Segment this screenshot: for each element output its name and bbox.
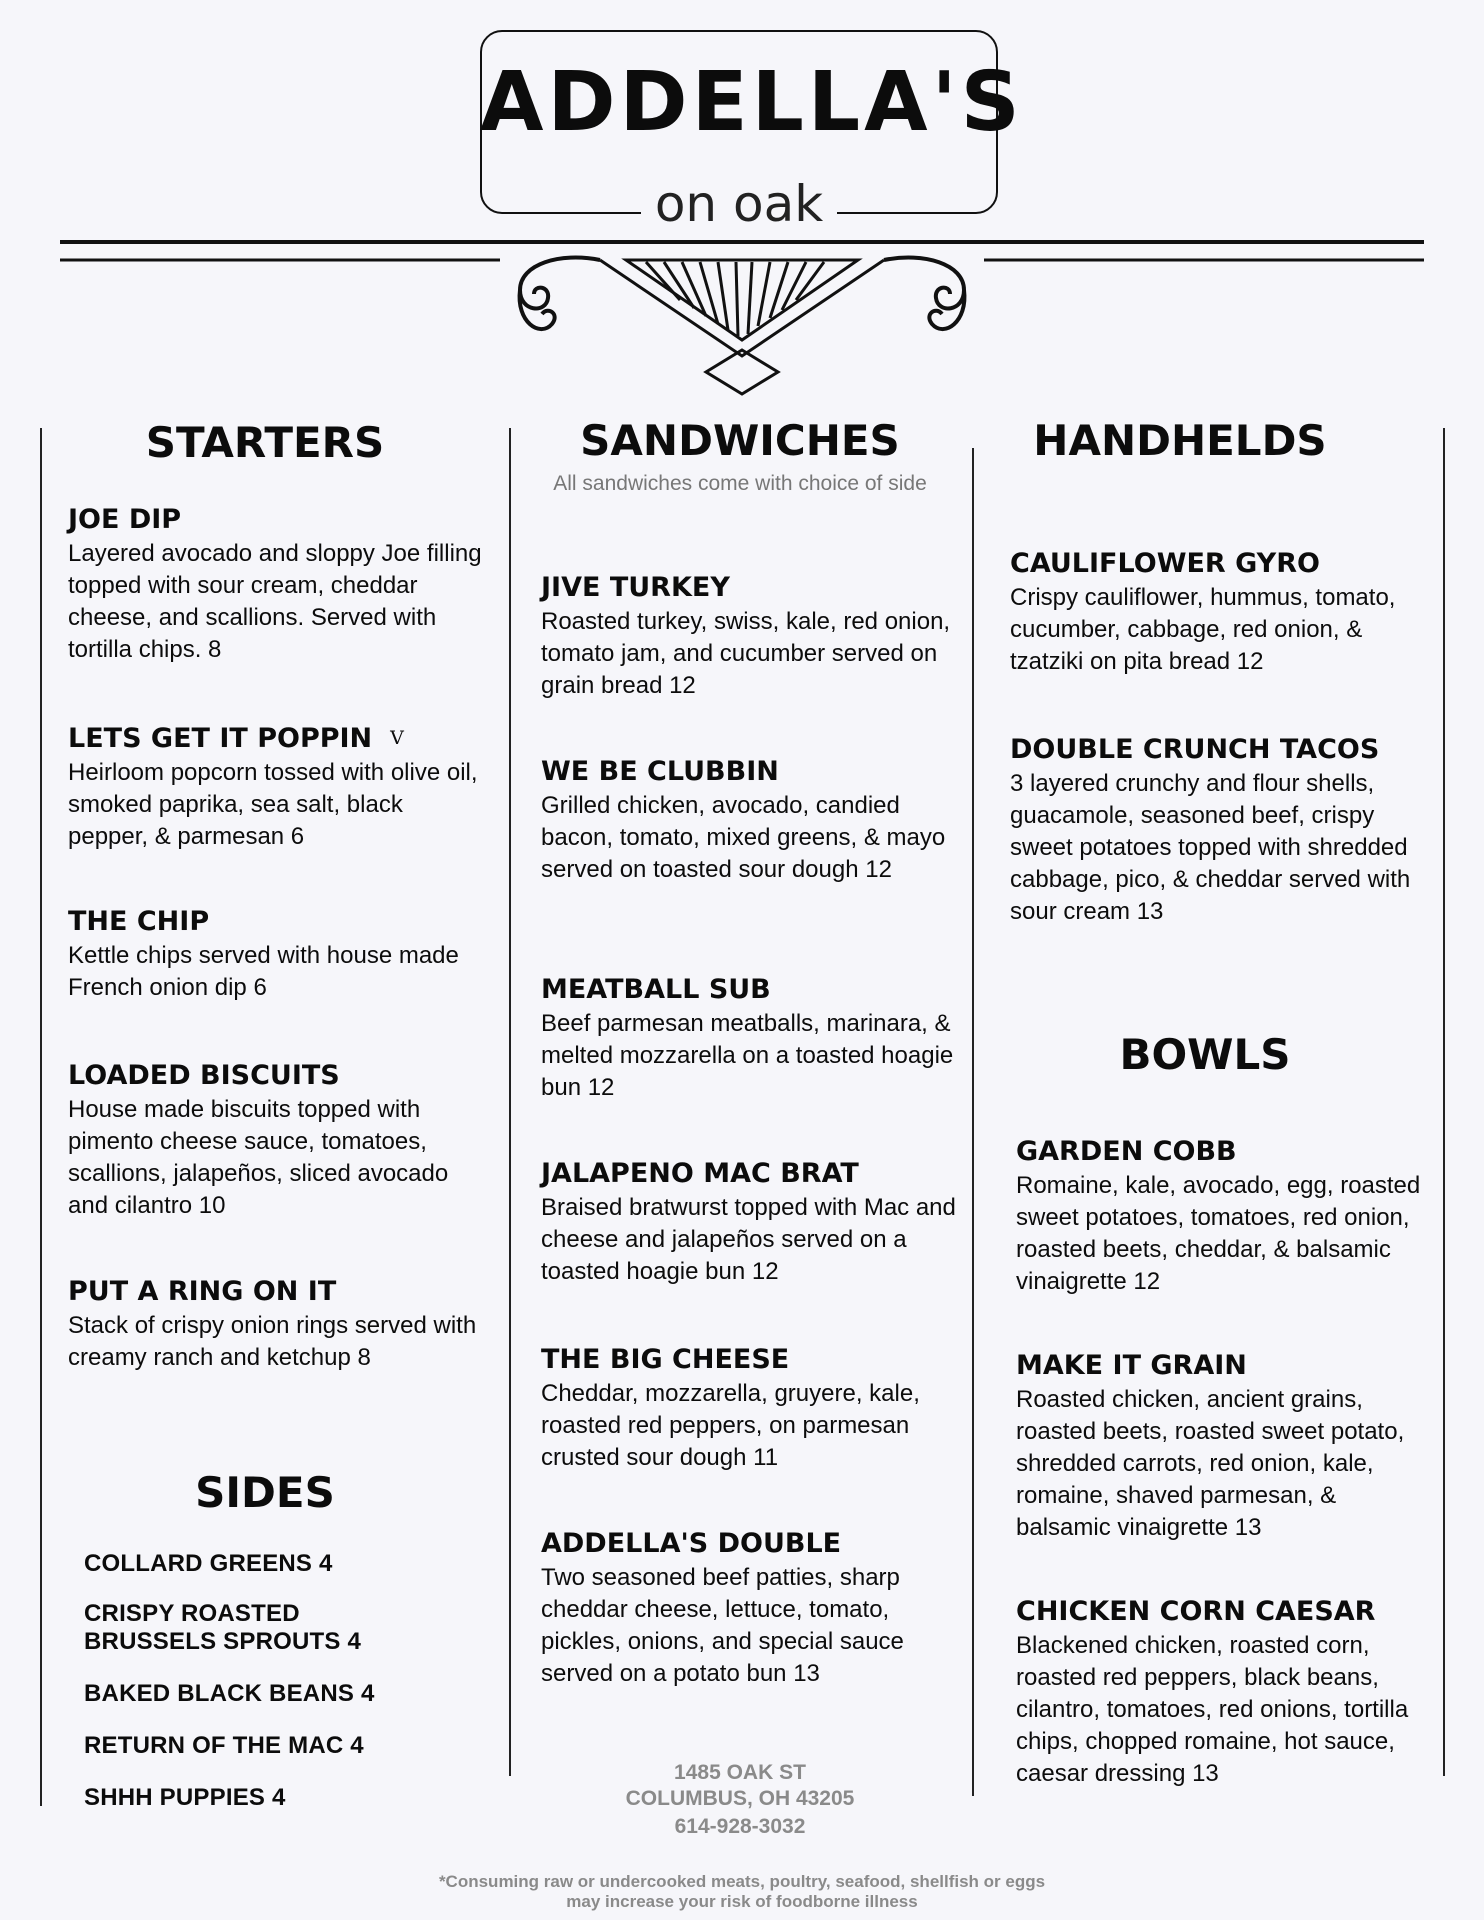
item-description: Roasted chicken, ancient grains, roasted beets, roasted sweet potato, shredded carrots, red onion, kale, romaine, shaved parmesan, & balsamic vinaigrette 13 (1016, 1386, 1405, 1541)
item-name: MEATBALL SUB (541, 974, 771, 1005)
disclaimer-line-1: *Consuming raw or undercooked meats, poultry, seafood, shellfish or eggs (438, 1872, 1046, 1891)
menu-item (1016, 1136, 1436, 1298)
phone-number: 614-928-3032 (674, 1815, 806, 1838)
column-divider-2 (972, 448, 974, 1796)
item-description: Kettle chips served with house made French onion dip 6 (68, 942, 459, 1001)
item-name: LOADED BISCUITS (68, 1060, 340, 1091)
menu-item (68, 504, 488, 666)
item-name: CHICKEN CORN CAESAR (1016, 1596, 1376, 1627)
menu-item (541, 1528, 961, 1690)
side-item: CRISPY ROASTED BRUSSELS SPROUTS 4 (84, 1600, 361, 1655)
item-name: CAULIFLOWER GYRO (1010, 548, 1320, 579)
menu-item (541, 974, 961, 1104)
column-border-left (40, 428, 42, 1806)
item-description: Heirloom popcorn tossed with olive oil, smoked paprika, sea salt, black pepper, & parmesan 6 (68, 759, 478, 850)
side-item: SHHH PUPPIES 4 (84, 1784, 286, 1811)
menu-item (68, 1060, 488, 1222)
starters-heading: STARTERS (145, 418, 385, 467)
menu-item (1010, 734, 1440, 928)
item-name: ADDELLA'S DOUBLE (541, 1528, 842, 1559)
item-name: THE BIG CHEESE (541, 1344, 790, 1375)
side-item: COLLARD GREENS 4 (84, 1550, 333, 1577)
address-line-2: COLUMBUS, OH 43205 (625, 1787, 855, 1810)
item-name: THE CHIP (68, 906, 210, 937)
item-description: Beef parmesan meatballs, marinara, & melted mozzarella on a toasted hoagie bun 12 (541, 1010, 954, 1101)
item-description: Two seasoned beef patties, sharp cheddar cheese, lettuce, tomato, pickles, onions, and special sauce served on a potato bun 13 (541, 1564, 904, 1687)
sides-heading: SIDES (195, 1468, 335, 1517)
item-description: Romaine, kale, avocado, egg, roasted sweet potatoes, tomatoes, red onion, roasted beets, cheddar, & balsamic vinaigrette 12 (1016, 1172, 1421, 1295)
side-item: RETURN OF THE MAC 4 (84, 1732, 364, 1759)
item-name: LETS GET IT POPPIN (68, 723, 373, 754)
item-name: PUT A RING ON IT (68, 1276, 337, 1307)
sandwiches-heading: SANDWICHES (580, 416, 900, 465)
menu-item (68, 1276, 488, 1374)
vegetarian-mark: V (390, 727, 404, 749)
item-description: Blackened chicken, roasted corn, roasted red peppers, black beans, cilantro, tomatoes, red onions, tortilla chips, chopped romaine, hot sauce, caesar dressing 13 (1016, 1632, 1409, 1787)
item-name: JIVE TURKEY (541, 572, 730, 603)
item-description: Crispy cauliflower, hummus, tomato, cucumber, cabbage, red onion, & tzatziki on pita bread 12 (1010, 584, 1396, 675)
item-description: Grilled chicken, avocado, candied bacon, tomato, mixed greens, & mayo served on toasted sour dough 12 (541, 792, 946, 883)
disclaimer-line-2: may increase your risk of foodborne illness (566, 1892, 918, 1911)
side-item: BAKED BLACK BEANS 4 (84, 1680, 375, 1707)
logo-subtitle: on oak (641, 176, 837, 236)
address-line-1: 1485 OAK ST (674, 1761, 806, 1784)
column-border-right (1443, 428, 1445, 1776)
menu-item (1016, 1350, 1436, 1544)
logo-title: ADDELLA'S (480, 55, 1024, 150)
logo-subtitle-wrap (480, 176, 998, 236)
sandwiches-note: All sandwiches come with choice of side (553, 472, 927, 495)
item-name: DOUBLE CRUNCH TACOS (1010, 734, 1380, 765)
item-name: GARDEN COBB (1016, 1136, 1237, 1167)
item-description: Cheddar, mozzarella, gruyere, kale, roasted red peppers, on parmesan crusted sour dough 11 (541, 1380, 920, 1471)
item-description: Roasted turkey, swiss, kale, red onion, tomato jam, and cucumber served on grain bread 12 (541, 608, 951, 699)
item-description: Stack of crispy onion rings served with creamy ranch and ketchup 8 (68, 1312, 477, 1371)
menu-item (541, 756, 961, 886)
menu-item (541, 572, 961, 702)
item-name: JALAPENO MAC BRAT (541, 1158, 859, 1189)
ornament-divider (0, 230, 1484, 400)
menu-item (541, 1158, 961, 1288)
item-description: House made biscuits topped with pimento cheese sauce, tomatoes, scallions, jalapeños, sliced avocado and cilantro 10 (68, 1096, 449, 1219)
column-divider-1 (509, 428, 511, 1776)
menu-item (68, 906, 488, 1004)
item-name: MAKE IT GRAIN (1016, 1350, 1247, 1381)
menu-item (541, 1344, 961, 1474)
bowls-heading: BOWLS (1119, 1030, 1291, 1079)
item-description: 3 layered crunchy and flour shells, guacamole, seasoned beef, crispy sweet potatoes topped with shredded cabbage, pico, & cheddar served with sour cream 13 (1010, 770, 1411, 925)
menu-item (68, 722, 488, 853)
menu-item (1010, 548, 1440, 678)
item-name: WE BE CLUBBIN (541, 756, 779, 787)
item-name: JOE DIP (68, 504, 182, 535)
item-description: Layered avocado and sloppy Joe filling topped with sour cream, cheddar cheese, and scallions. Served with tortilla chips. 8 (68, 540, 482, 663)
handhelds-heading: HANDHELDS (1033, 416, 1327, 465)
menu-item (1016, 1596, 1436, 1790)
item-description: Braised bratwurst topped with Mac and cheese and jalapeños served on a toasted hoagie bun 12 (541, 1194, 956, 1285)
